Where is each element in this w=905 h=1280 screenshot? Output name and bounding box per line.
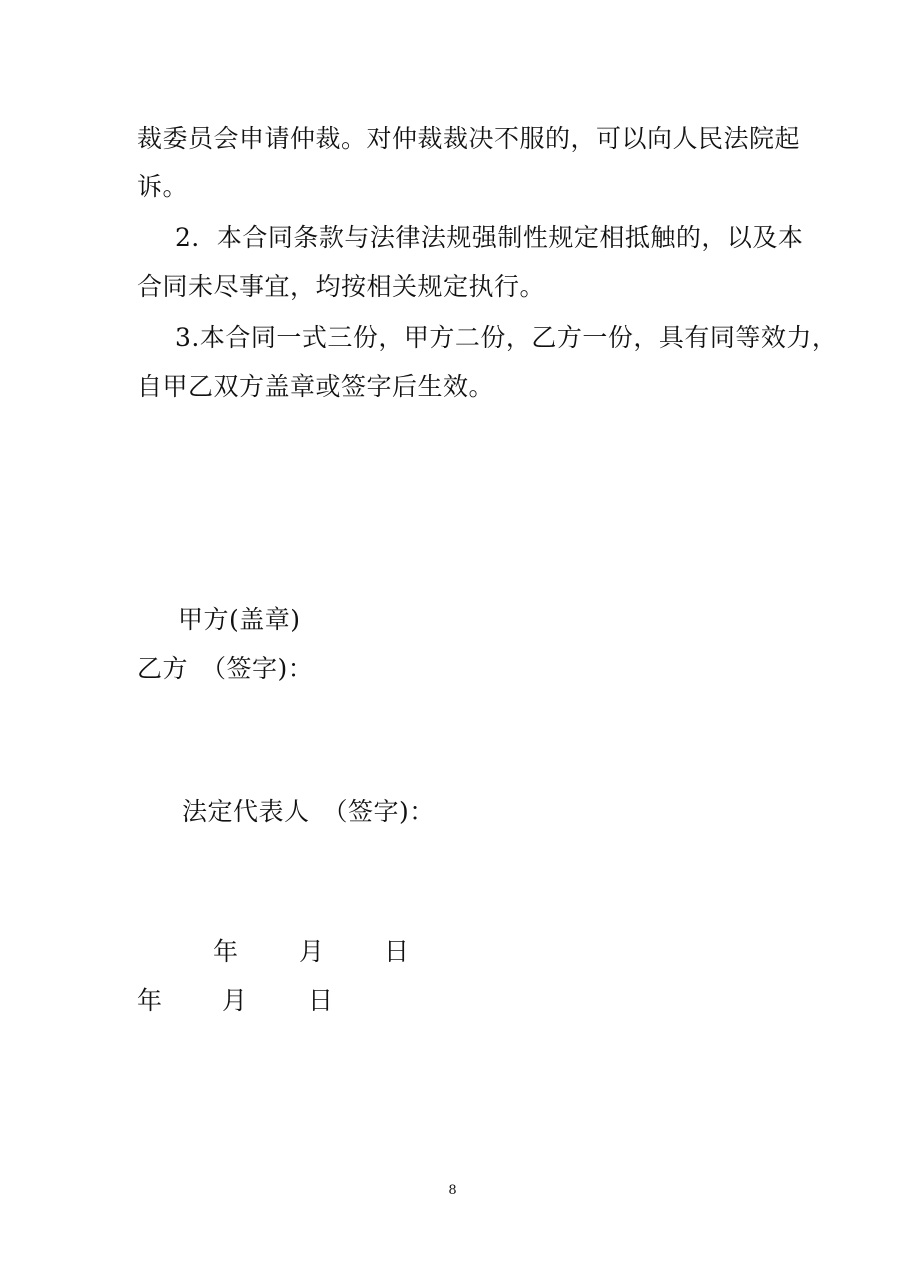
date-a-month: 月 (299, 937, 325, 966)
clause-3-line: 3.本合同一式三份，甲方二份，乙方一份，具有同等效力， (175, 323, 838, 352)
date-a-day: 日 (384, 937, 410, 966)
date-b-year: 年 (137, 986, 163, 1015)
party-a-seal-label: 甲方(盖章) (178, 605, 301, 634)
date-a-year: 年 (213, 937, 239, 966)
body-line: 合同未尽事宜，均按相关规定执行。 (137, 272, 546, 301)
body-line: 诉。 (137, 172, 189, 201)
clause-2-line: 2．本合同条款与法律法规强制性规定相抵触的，以及本 (175, 223, 804, 252)
legal-representative-label: 法定代表人 （签字)： (182, 797, 435, 826)
page-number: 8 (448, 1183, 457, 1198)
party-b-signature-label: 乙方 （签字)： (137, 654, 314, 683)
body-line: 裁委员会申请仲裁。对仲裁裁决不服的，可以向人民法院起 (137, 124, 801, 153)
body-line: 自甲乙双方盖章或签字后生效。 (137, 372, 495, 401)
date-b-month: 月 (222, 986, 248, 1015)
date-b-day: 日 (308, 986, 334, 1015)
